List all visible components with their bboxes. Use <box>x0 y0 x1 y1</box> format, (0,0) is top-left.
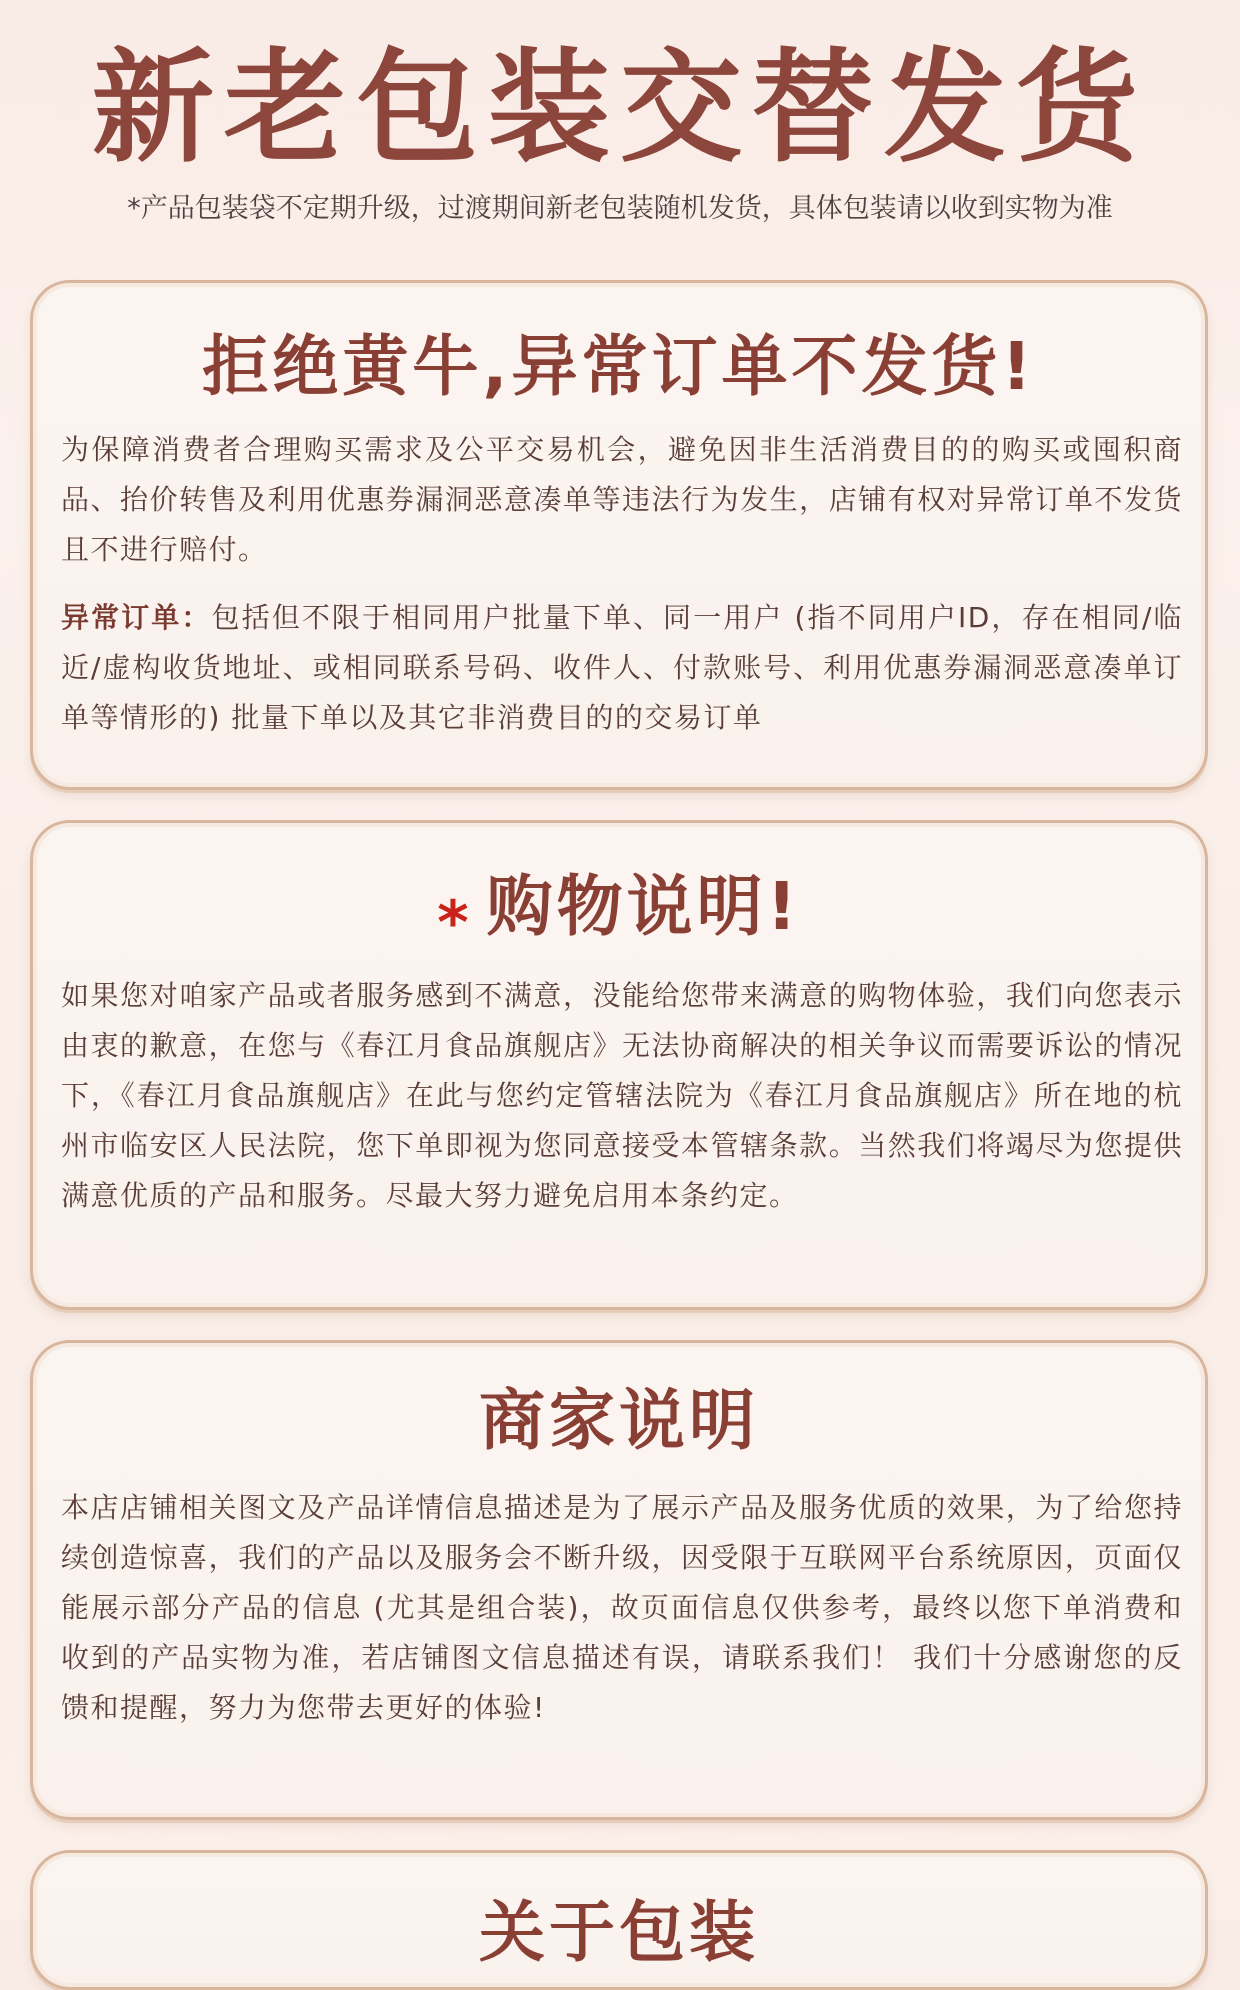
card-title <box>33 867 1205 958</box>
card-body <box>61 1483 1183 1733</box>
page-subtitle: *产品包装袋不定期升级，过渡期间新老包装随机发货，具体包装请以收到实物为准 <box>127 193 1113 224</box>
notice-card-merchant <box>30 1340 1208 1820</box>
notice-card-packaging <box>30 1850 1208 1990</box>
card-paragraph <box>61 593 1183 743</box>
card-body <box>61 425 1183 743</box>
card-paragraph: 为保障消费者合理购买需求及公平交易机会，避免因非生活消费目的的购买或囤积商品、抬价转售及利用优惠券漏洞恶意凑单等违法行为发生，店铺有权对异常订单不发货且不进行赔付。 <box>61 433 1183 566</box>
card-title: 关于包装 <box>479 1894 759 1971</box>
card-title-text: 购物说明! <box>486 868 801 945</box>
page-title: 新老包装交替发货 <box>92 37 1148 179</box>
card-paragraph: 如果您对咱家产品或者服务感到不满意，没能给您带来满意的购物体验，我们向您表示由衷的歉意，在您与《春江月食品旗舰店》无法协商解决的相关争议而需要诉讼的情况下，《春江月食品旗舰店》在此与您约定管辖法院为《春江月食品旗舰店》所在地的杭州市临安区人民法院，您下单即视为您同意接受本管辖条款。当然我们将竭尽为您提供满意优质的产品和服务。尽最大努力避免启用本条约定。 <box>61 979 1183 1212</box>
card-title: 拒绝黄牛,异常订单不发货! <box>202 328 1036 405</box>
star-icon: * <box>437 888 473 958</box>
notice-card-scalpers <box>30 280 1208 790</box>
card-body <box>61 971 1183 1221</box>
card-paragraph: 本店店铺相关图文及产品详情信息描述是为了展示产品及服务优质的效果，为了给您持续创造惊喜，我们的产品以及服务会不断升级，因受限于互联网平台系统原因，页面仅能展示部分产品的信息 (尤其是组合装)，故页面信息仅供参考，最终以您下单消费和收到的产品实物为准，若店铺图文信息描述有误，请联系我们！ 我们十分感谢您的反馈和提醒，努力为您带去更好的体验! <box>61 1491 1183 1724</box>
card-title: 商家说明 <box>479 1382 759 1459</box>
notice-card-shopping <box>30 820 1208 1310</box>
abnormal-order-text: 包括但不限于相同用户批量下单、同一用户 (指不同用户ID，存在相同/临近/虚构收货地址、或相同联系号码、收件人、付款账号、利用优惠券漏洞恶意凑单订单等情形的) 批量下单以及其它非消费目的的交易订单 <box>61 601 1183 734</box>
abnormal-order-label: 异常订单： <box>61 601 212 634</box>
